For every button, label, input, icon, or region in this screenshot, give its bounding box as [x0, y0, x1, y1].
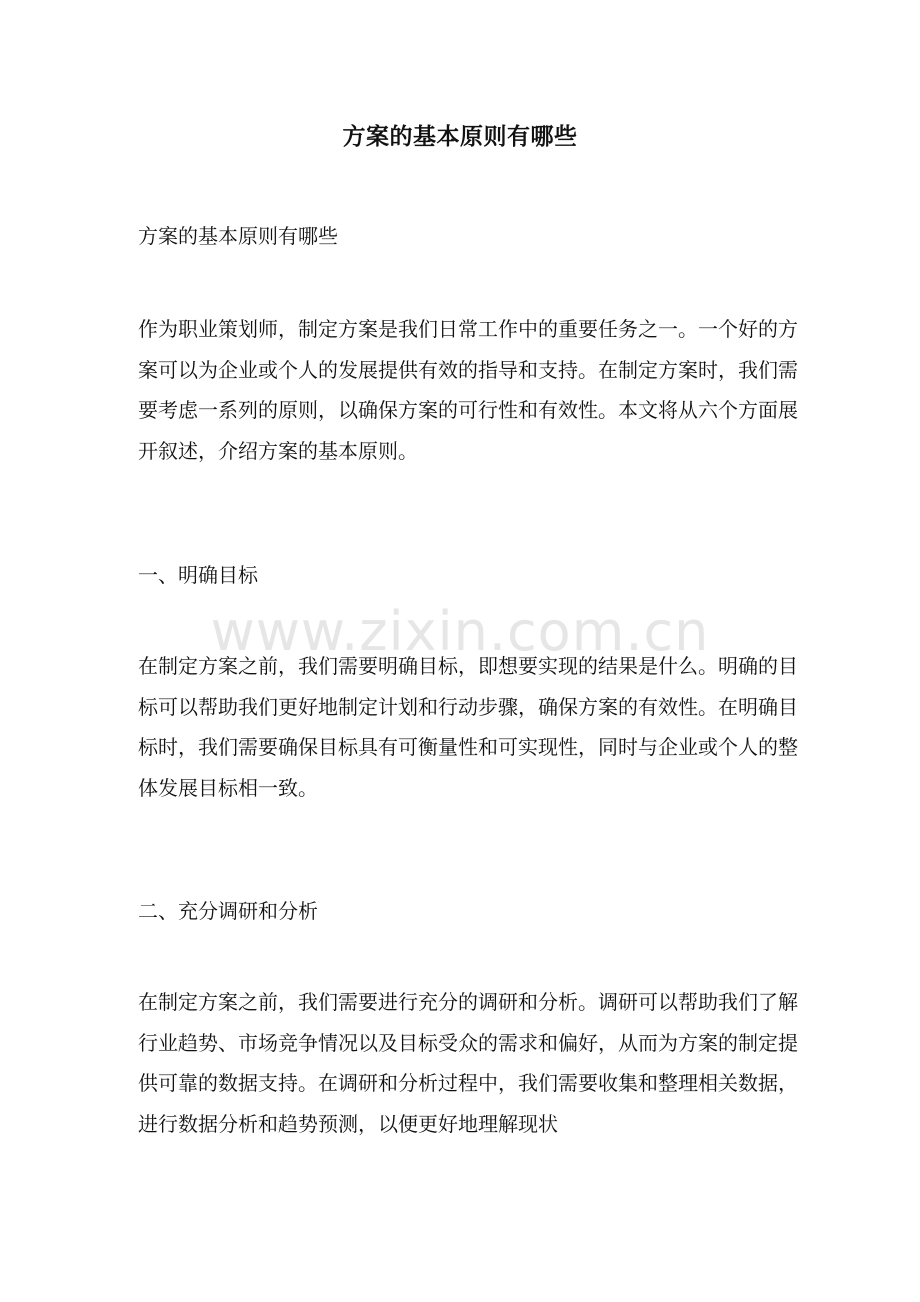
watermark: www.zixin.com.cn: [210, 600, 710, 663]
document-subtitle: 方案的基本原则有哪些: [138, 224, 338, 248]
section-heading-1: 一、明确目标: [138, 563, 258, 587]
section-heading-2: 二、充分调研和分析: [138, 899, 318, 923]
intro-paragraph: 作为职业策划师，制定方案是我们日常工作中的重要任务之一。一个好的方案可以为企业或个人的发展提供有效的指导和支持。在制定方案时，我们需要考虑一系列的原则，以确保方案的可行性和有效性。本文将从六个方面展开叙述，介绍方案的基本原则。: [138, 317, 798, 463]
section-body-1: 在制定方案之前，我们需要明确目标，即想要实现的结果是什么。明确的目标可以帮助我们更好地制定计划和行动步骤，确保方案的有效性。在明确目标时，我们需要确保目标具有可衡量性和可实现性，同时与企业或个人的整体发展目标相一致。: [138, 654, 798, 800]
document-title: 方案的基本原则有哪些: [342, 123, 578, 150]
section-body-2: 在制定方案之前，我们需要进行充分的调研和分析。调研可以帮助我们了解行业趋势、市场竞争情况以及目标受众的需求和偏好，从而为方案的制定提供可靠的数据支持。在调研和分析过程中，我们需要收集和整理相关数据，进行数据分析和趋势预测，以便更好地理解现状: [138, 990, 798, 1136]
